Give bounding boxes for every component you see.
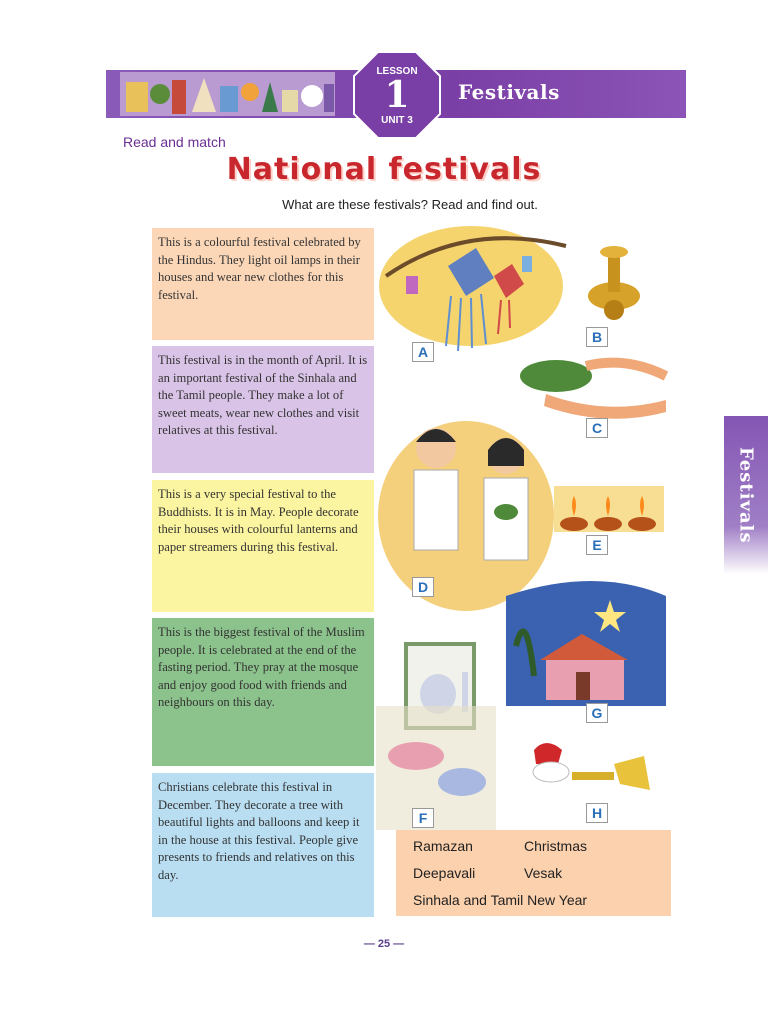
mosque-prayer-illustration <box>376 644 496 830</box>
lesson-number: 1 <box>384 74 410 116</box>
side-tab-label-wrap <box>724 416 768 574</box>
picture-label: B <box>586 327 608 347</box>
diya-lamps-illustration <box>554 486 664 532</box>
lesson-label: LESSON <box>376 66 418 77</box>
children-illustration <box>378 421 554 611</box>
festival-illustrations <box>376 216 722 830</box>
festival-name: Vesak <box>524 865 563 881</box>
picture-label: G <box>586 703 608 723</box>
festival-name: Sinhala and Tamil New Year <box>413 892 588 908</box>
picture-label: H <box>586 803 608 823</box>
sweet-meats-illustration <box>520 360 666 419</box>
banner-illustrations <box>120 72 335 116</box>
description-box: Christians celebrate this festival in December. They decorate a tree with beautiful lights and balloons and keep it in the house at this festival. People give presents to friends and relatives on this day. <box>152 773 374 917</box>
unit-label: UNIT 3 <box>381 115 413 126</box>
festival-name: Deepavali <box>413 865 476 881</box>
house-night-illustration <box>506 581 666 706</box>
instruction: Read and match <box>123 134 226 150</box>
page-title: National festivals <box>226 152 542 187</box>
festival-name: Ramazan <box>413 838 473 854</box>
oil-lamp-illustration <box>588 246 640 320</box>
description-box: This is a very special festival to the Buddhists. It is in May. People decorate their houses with colourful lanterns and paper streamers during this festival. <box>152 480 374 612</box>
description-box: This festival is in the month of April. It is an important festival of the Sinhala and the Tamil people. They make a lot of sweet meats, wear new clothes and visit relatives at this festival. <box>152 346 374 473</box>
picture-label: C <box>586 418 608 438</box>
description-box: This is the biggest festival of the Muslim people. It is celebrated at the end of the fasting period. They pray at the mosque and enjoy good food with friends and neighbours on this day. <box>152 618 374 766</box>
picture-label: D <box>412 577 434 597</box>
lanterns-illustration <box>379 226 566 351</box>
side-tab-label: Festivals <box>735 446 757 544</box>
description-box: This is a colourful festival celebrated by the Hindus. They light oil lamps in their houses and wear new clothes for this festival. <box>152 228 374 340</box>
picture-label: F <box>412 808 434 828</box>
festival-name: Christmas <box>524 838 588 854</box>
page-number: — 25 — <box>363 938 405 950</box>
subtitle: What are these festivals? Read and find out. <box>282 197 538 212</box>
picture-label: A <box>412 342 434 362</box>
christmas-bell-illustration <box>533 743 650 790</box>
banner-title: Festivals <box>458 80 560 104</box>
picture-label: E <box>586 535 608 555</box>
